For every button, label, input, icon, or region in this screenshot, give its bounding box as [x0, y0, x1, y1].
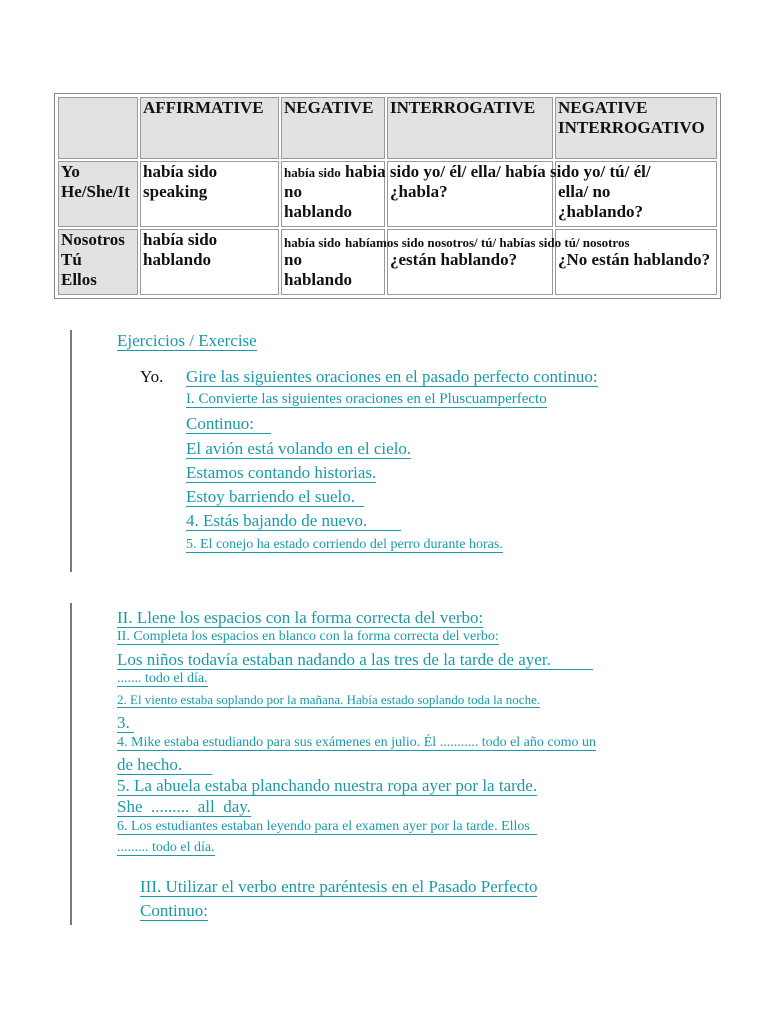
exercise-item	[117, 797, 251, 817]
line-text: 4. Estás bajando de nuevo.	[186, 511, 368, 530]
cell-line: había sido	[284, 235, 341, 250]
line-text: III. Utilizar el verbo entre paréntesis en el Pasado Perfecto	[140, 877, 538, 896]
line-text: El avión está volando en el cielo.	[186, 439, 412, 458]
table-header-row	[58, 97, 717, 159]
section3-heading-cont	[140, 901, 208, 921]
line-text: ....... todo el día.	[117, 671, 208, 686]
exercise-item	[186, 463, 376, 483]
row2-affirmative	[140, 229, 279, 295]
header-interrogative: INTERROGATIVE	[387, 97, 553, 159]
instruction-line	[117, 629, 499, 645]
pronoun: Nosotros	[61, 230, 125, 249]
pronoun: Yo	[61, 162, 80, 181]
line-text: 6. Los estudiantes estaban leyendo para el examen ayer por la tarde. Ellos	[117, 819, 530, 834]
section1-bar	[70, 330, 72, 572]
header-negative-interrogative-text: NEGATIVE INTERROGATIVO	[558, 98, 705, 137]
cell-line: ¿hablando?	[558, 202, 644, 221]
cell-line: hablando	[143, 250, 212, 269]
section2-heading	[117, 608, 483, 628]
exercise-item	[117, 840, 215, 856]
cell-line: hablando	[284, 202, 353, 221]
heading-text: Ejercicios / Exercise	[117, 331, 257, 350]
cell-line: habíamos sido nosotros/ tú/ habías sido tú/ nosotros	[344, 235, 630, 250]
line-text: I. Convierte las siguientes oraciones en el Pluscuamperfecto	[186, 391, 547, 407]
cell-line: ¿No están hablando?	[558, 250, 711, 269]
instruction-line	[186, 391, 547, 408]
row1-overflow-text	[284, 162, 651, 183]
pronoun: Tú	[61, 250, 82, 269]
line-text: 5. La abuela estaba planchando nuestra ropa ayer por la tarde.	[117, 776, 538, 795]
cell-line: ella/ no	[558, 182, 611, 201]
cell-line: habia sido yo/ él/ ella/ había sido yo/ tú/ él/	[344, 162, 651, 181]
line-text: ......... todo el día.	[117, 840, 215, 855]
exercise-item	[117, 755, 212, 775]
instruction-line	[186, 414, 271, 434]
cell-line: no	[284, 250, 302, 269]
line-text: Gire las siguientes oraciones en el pasado perfecto continuo:	[186, 367, 598, 386]
instruction-line	[186, 367, 598, 387]
cell-line: había sido	[143, 162, 218, 181]
cell-line: ¿habla?	[390, 182, 448, 201]
table-row	[58, 161, 717, 227]
exercise-item	[186, 487, 364, 507]
line-text: Los niños todavía estaban nadando a las tres de la tarde de ayer.	[117, 650, 551, 669]
cell-line: no	[284, 182, 302, 201]
conjugation-table	[54, 93, 721, 299]
line-text: II. Llene los espacios con la forma correcta del verbo:	[117, 608, 484, 627]
section3-heading	[140, 877, 537, 897]
section2-bar	[70, 603, 72, 925]
line-text: Continuo:	[186, 414, 255, 433]
line-text: 2. El viento estaba soplando por la mañana. Había estado soplando toda la noche.	[117, 692, 541, 707]
line-text: She ......... all day.	[117, 797, 251, 816]
line-text: Continuo:	[140, 901, 209, 920]
cell-line: speaking	[143, 182, 208, 201]
table-row	[58, 229, 717, 295]
header-negative-interrogative	[555, 97, 717, 159]
exercise-item	[117, 819, 537, 835]
exercise-item	[186, 511, 401, 531]
pronoun: He/She/It	[61, 182, 130, 201]
line-text: Estamos contando historias.	[186, 463, 377, 482]
line-text: 3.	[117, 713, 130, 732]
row2-pronouns	[58, 229, 138, 295]
exercise-heading	[117, 331, 257, 351]
line-text: 5. El conejo ha estado corriendo del perro durante horas.	[186, 537, 503, 552]
cell-line: había sido	[284, 165, 341, 180]
pronoun: Ellos	[61, 270, 97, 289]
line-text: 4. Mike estaba estudiando para sus exámenes en julio. Él ........... todo el año como un	[117, 735, 597, 750]
row1-affirmative	[140, 161, 279, 227]
exercise-item	[117, 650, 593, 670]
header-cell-empty	[58, 97, 138, 159]
exercise-item	[186, 439, 411, 459]
exercise-item	[117, 713, 134, 733]
cell-line: había sido	[143, 230, 218, 249]
exercise-item	[186, 537, 503, 553]
exercise-item	[117, 735, 596, 751]
cell-line: ¿están hablando?	[390, 250, 518, 269]
list-marker: Yo.	[140, 367, 164, 386]
row1-pronouns	[58, 161, 138, 227]
header-affirmative: AFFIRMATIVE	[140, 97, 279, 159]
line-text: II. Completa los espacios en blanco con la forma correcta del verbo:	[117, 629, 499, 644]
exercise-item	[117, 671, 208, 687]
header-negative: NEGATIVE	[281, 97, 385, 159]
exercise-item	[117, 692, 540, 708]
row2-overflow-text	[284, 232, 630, 253]
cell-line: hablando	[284, 270, 353, 289]
exercise-item	[117, 776, 537, 796]
line-text: de hecho.	[117, 755, 183, 774]
line-text: Estoy barriendo el suelo.	[186, 487, 356, 506]
